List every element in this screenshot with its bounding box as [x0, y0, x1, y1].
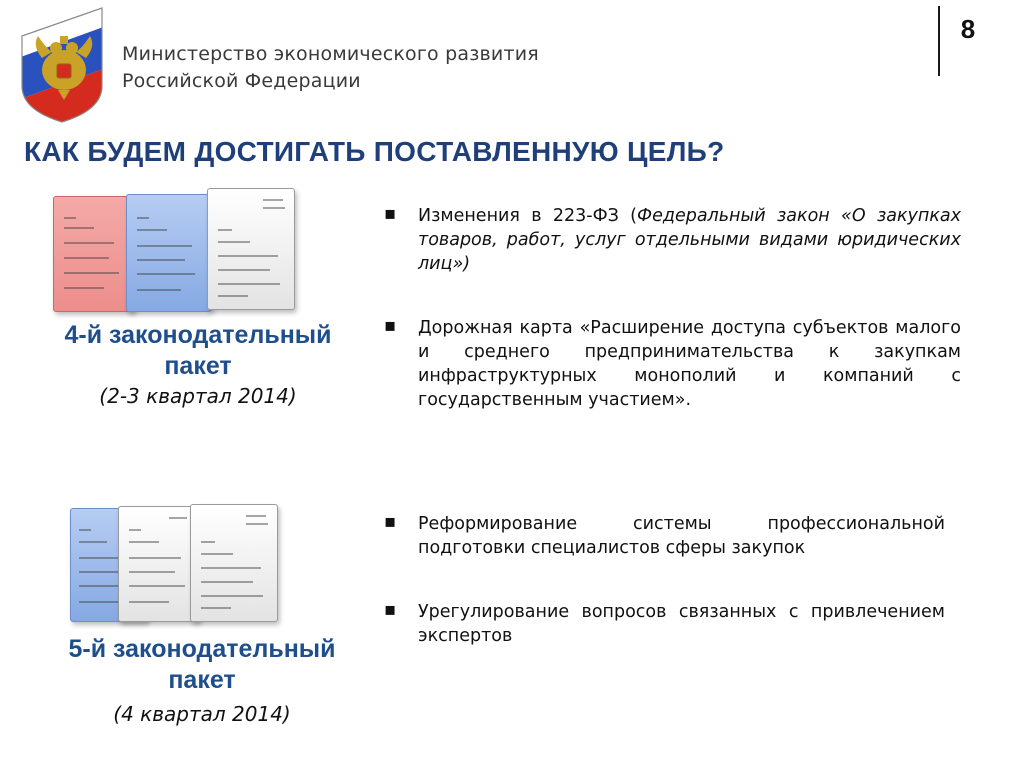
bullet-223fz-prefix: Изменения в 223-ФЗ ( [418, 206, 638, 226]
document-icon [126, 194, 212, 312]
package-5-period: (4 квартал 2014) [113, 702, 291, 726]
document-icon [207, 188, 295, 310]
document-icon [118, 506, 200, 622]
ministry-emblem-icon [18, 6, 106, 124]
slide-title: КАК БУДЕМ ДОСТИГАТЬ ПОСТАВЛЕННУЮ ЦЕЛЬ? [24, 136, 725, 167]
package-4-period: (2-3 квартал 2014) [99, 384, 297, 408]
ministry-name-line1: Министерство экономического развития [122, 43, 539, 65]
ministry-name-line2: Российской Федерации [122, 70, 361, 92]
package-4-title-line2: пакет [164, 352, 232, 380]
documents-illustration-package-5 [66, 504, 286, 624]
bullet-223fz-changes [418, 204, 961, 276]
slide-number: 8 [960, 14, 976, 44]
bullet-training-reform: ▪ Реформирование системы профессиональной подготовки специалистов сферы закупок [418, 512, 945, 560]
document-icon [190, 504, 278, 622]
documents-illustration-package-4 [50, 188, 300, 314]
package-5-title-line2: пакет [168, 666, 236, 694]
bullet-experts-regulation: ▪ Урегулирование вопросов связанных с привлечением экспертов [418, 600, 945, 648]
package-4-title [18, 320, 378, 382]
document-icon [53, 196, 135, 312]
package-5-title-line1: 5-й законодательный [68, 635, 336, 663]
package-4-title-line1: 4-й законодательный [64, 321, 332, 349]
header-divider [938, 6, 940, 76]
bullet-223fz-law-name: Федеральный закон «О закупках товаров, работ, услуг отдельными видами юридических лиц») [418, 206, 961, 274]
package-5-title [22, 634, 382, 696]
bullet-roadmap: ▪ Дорожная карта «Расширение доступа субъектов малого и среднего предпринимательства к закупкам инфраструктурных монополий и компаний с государственным участием». [418, 316, 961, 412]
